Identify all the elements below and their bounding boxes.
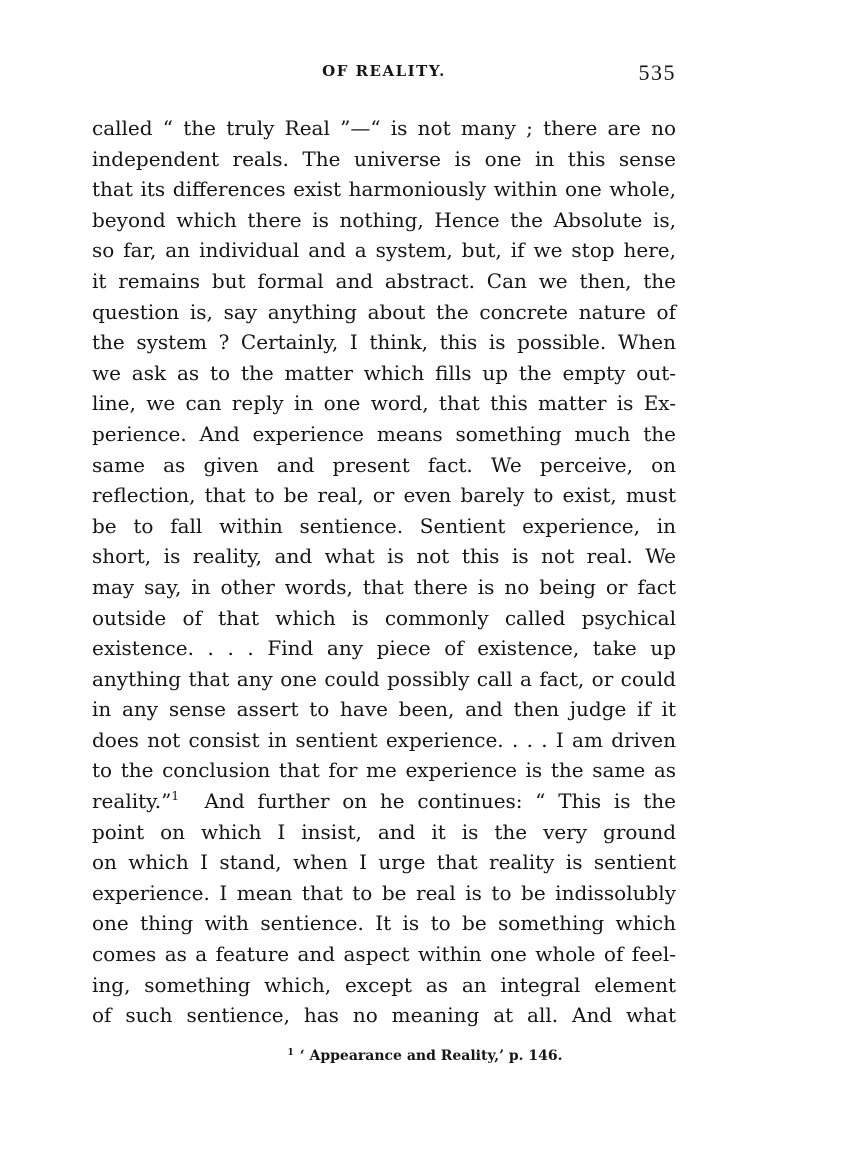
text-line: point on which I insist, and it is the very ground bbox=[92, 819, 676, 844]
text-line: the system ? Certainly, I think, this is possible. When bbox=[92, 330, 676, 355]
text-line: that its differences exist harmoniously within one whole, bbox=[92, 177, 676, 202]
text-line: outside of that which is commonly called psychical bbox=[92, 605, 676, 630]
text-line: in any sense assert to have been, and then judge if it bbox=[92, 697, 676, 722]
running-head bbox=[92, 62, 676, 90]
text-fragment: reality.” bbox=[92, 789, 172, 814]
text-line: ing, something which, except as an integral element bbox=[92, 972, 676, 997]
text-line: may say, in other words, that there is no being or fact bbox=[92, 574, 676, 599]
text-line: short, is reality, and what is not this is not real. We bbox=[92, 544, 676, 569]
text-line: to the conclusion that for me experience is the same as bbox=[92, 758, 676, 783]
text-line: line, we can reply in one word, that this matter is Ex- bbox=[92, 391, 676, 416]
body-text bbox=[92, 113, 676, 1031]
text-line: it remains but formal and abstract. Can we then, the bbox=[92, 268, 676, 293]
text-line: one thing with sentience. It is to be something which bbox=[92, 911, 676, 936]
text-line: same as given and present fact. We perceive, on bbox=[92, 452, 676, 477]
text-line: anything that any one could possibly call a fact, or could bbox=[92, 666, 676, 691]
footnote-text: ‘ Appearance and Reality,’ p. 146. bbox=[299, 1048, 563, 1064]
text-line: question is, say anything about the concrete nature of bbox=[92, 299, 676, 324]
text-line: of such sentience, has no meaning at all. And what bbox=[92, 1003, 676, 1028]
text-line: we ask as to the matter which fills up the empty out- bbox=[92, 360, 676, 385]
text-line: does not consist in sentient experience. . . . I am driven bbox=[92, 727, 676, 752]
text-line: so far, an individual and a system, but, if we stop here, bbox=[92, 238, 676, 263]
text-line: called “ the truly Real ”—“ is not many ; there are no bbox=[92, 116, 676, 140]
text-line: experience. I mean that to be real is to be indissolubly bbox=[92, 880, 676, 905]
text-line: on which I stand, when I urge that reality is sentient bbox=[92, 850, 676, 875]
text-line-with-footnote-ref bbox=[92, 786, 676, 817]
text-fragment: And further on he continues: “ This is the bbox=[204, 789, 676, 814]
footnote-mark: 1 bbox=[287, 1048, 294, 1058]
text-line: be to fall within sentience. Sentient experience, in bbox=[92, 513, 676, 538]
footnote bbox=[0, 1048, 850, 1064]
footnote-reference: 1 bbox=[171, 789, 180, 804]
page-number: 535 bbox=[638, 60, 676, 85]
text-line: perience. And experience means something much the bbox=[92, 421, 676, 446]
text-line: independent reals. The universe is one in this sense bbox=[92, 146, 676, 171]
text-line: beyond which there is nothing, Hence the Absolute is, bbox=[92, 207, 676, 232]
page-title: OF REALITY. bbox=[322, 62, 446, 80]
text-line: comes as a feature and aspect within one whole of feel- bbox=[92, 942, 676, 967]
text-line: existence. . . . Find any piece of existence, take up bbox=[92, 636, 676, 661]
text-line: reflection, that to be real, or even barely to exist, must bbox=[92, 483, 676, 508]
